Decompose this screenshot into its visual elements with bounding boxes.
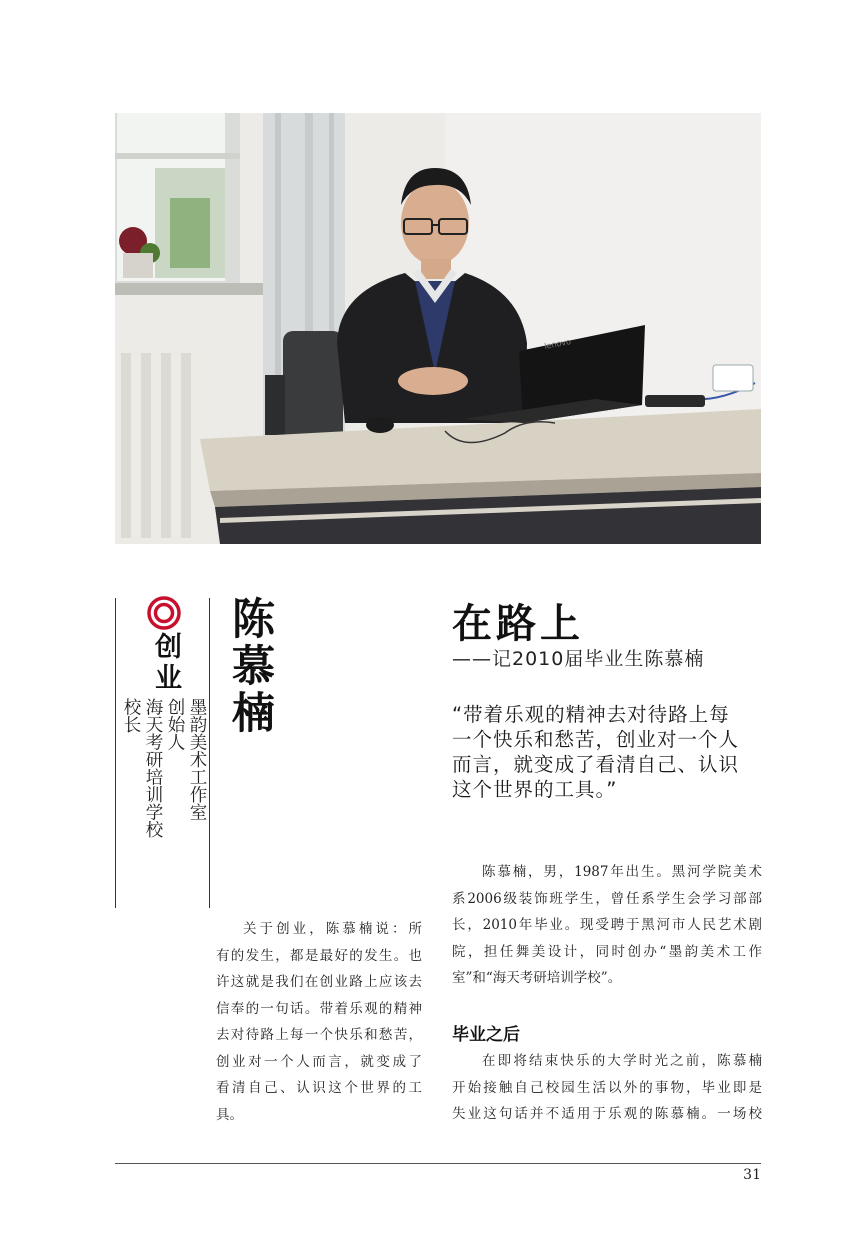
- paragraph-line: 陈慕楠，男，1987年出生。黑河学院美术: [482, 864, 762, 880]
- paragraph-line: 信奉的一句话。带着乐观的精神: [216, 1000, 422, 1017]
- section-heading: 毕业之后: [452, 1025, 520, 1045]
- section-label: 创业: [150, 632, 181, 694]
- paragraph-line: 许这就是我们在创业路上应该去: [216, 974, 422, 990]
- bio-paragraph: [452, 859, 762, 992]
- role-title-1: 创始人: [165, 698, 185, 751]
- office-scene-illustration: [115, 113, 761, 544]
- paragraph-line: 在即将结束快乐的大学时光之前，陈慕楠: [482, 1053, 762, 1069]
- paragraph-line: 开始接触自己校园生活以外的事物，毕业即是: [452, 1079, 762, 1096]
- paragraph-line: 看清自己、认识这个世界的工: [216, 1080, 422, 1096]
- role-title-2: 校长: [121, 698, 141, 733]
- left-column-paragraph: [216, 916, 422, 1128]
- target-circle-icon: [147, 596, 181, 630]
- portrait-photo: [115, 113, 761, 544]
- quote-line: 而言，就变成了看清自己、认识: [452, 753, 740, 776]
- article-title: 在路上: [452, 600, 584, 647]
- divider-right: [209, 598, 210, 908]
- page-number: 31: [743, 1167, 761, 1183]
- paragraph-line: 关于创业，陈慕楠说：所: [243, 921, 422, 937]
- laptop-brand-logo: lenovo: [543, 337, 572, 351]
- section-paragraph: [452, 1048, 762, 1128]
- paragraph-line: 创业对一个人而言，就变成了: [216, 1053, 422, 1070]
- footer-rule: [115, 1163, 761, 1164]
- role-organization-2: 海天考研培训学校: [143, 698, 163, 838]
- paragraph-line: 系2006级装饰班学生，曾任系学生会学习部部: [452, 890, 762, 907]
- paragraph-line: 去对待路上每一个快乐和愁苦，: [216, 1027, 422, 1043]
- paragraph-line: 室”和“海天考研培训学校”。: [452, 970, 622, 986]
- quote-line: “带着乐观的精神去对待路上每: [452, 703, 730, 726]
- quote-line: 一个快乐和愁苦，创业对一个人: [452, 728, 740, 751]
- person-name: 陈慕楠: [225, 596, 275, 737]
- paragraph-line: 长，2010年毕业。现受聘于黑河市人民艺术剧: [452, 917, 762, 933]
- paragraph-line: 失业这句话并不适用于乐观的陈慕楠。一场校: [452, 1106, 762, 1122]
- divider-left: [115, 598, 116, 908]
- role-organization-1: 墨韵美术工作室: [187, 698, 207, 821]
- paragraph-line: 院，担任舞美设计，同时创办“墨韵美术工作: [452, 943, 762, 960]
- quote-line: 这个世界的工具。”: [452, 778, 618, 801]
- paragraph-line: 有的发生，都是最好的发生。也: [216, 947, 422, 964]
- pull-quote: [452, 702, 762, 802]
- article-subtitle: ——记2010届毕业生陈慕楠: [452, 648, 705, 670]
- paragraph-line: 具。: [216, 1106, 243, 1123]
